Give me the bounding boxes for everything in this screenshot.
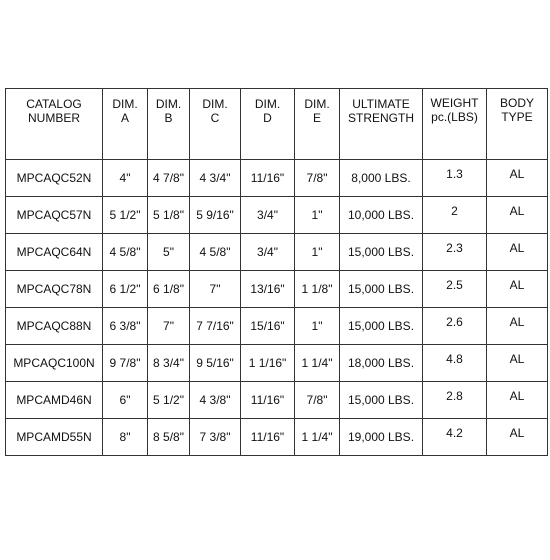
weight-cell: 4.8 — [423, 345, 487, 382]
weight-cell: 1.3 — [423, 160, 487, 197]
weight-cell: 2.5 — [423, 271, 487, 308]
ultimate-strength-cell: 15,000 LBS. — [340, 234, 423, 271]
body-type-cell: AL — [487, 308, 548, 345]
table-row — [6, 308, 548, 345]
dim-e-cell: 1" — [295, 234, 340, 271]
weight-cell: 2 — [423, 197, 487, 234]
table-row — [6, 234, 548, 271]
header-line: DIM. — [112, 97, 138, 111]
dim-d-cell: 3/4" — [241, 197, 295, 234]
weight-cell: 4.2 — [423, 419, 487, 456]
header-line: DIM. — [304, 97, 330, 111]
header-line: DIM. — [155, 97, 182, 111]
header-line: BODY — [499, 96, 534, 110]
header-line: D — [263, 111, 272, 125]
ultimate-strength-cell: 19,000 LBS. — [340, 419, 423, 456]
dim-a-cell: 8" — [103, 419, 148, 456]
table-body — [6, 160, 548, 456]
dim-a-cell: 9 7/8" — [103, 345, 148, 382]
dim-c-cell: 7 7/16" — [190, 308, 241, 345]
body-type-cell: AL — [487, 271, 548, 308]
body-type-cell: AL — [487, 345, 548, 382]
dim-c-cell: 4 3/8" — [190, 382, 241, 419]
dim-c-cell: 4 5/8" — [190, 234, 241, 271]
header-line: CATALOG — [26, 97, 82, 111]
header-line: TYPE — [501, 110, 533, 124]
dim-d-cell: 13/16" — [241, 271, 295, 308]
weight-cell: 2.3 — [423, 234, 487, 271]
header-dim-b — [148, 89, 190, 160]
dim-e-cell: 1" — [295, 308, 340, 345]
dim-a-cell: 5 1/2" — [103, 197, 148, 234]
header-line: ULTIMATE — [352, 97, 410, 111]
body-type-cell: AL — [487, 382, 548, 419]
header-ultimate-strength — [340, 89, 423, 160]
weight-cell: 2.6 — [423, 308, 487, 345]
dim-d-cell: 15/16" — [241, 308, 295, 345]
dim-c-cell: 7 3/8" — [190, 419, 241, 456]
catalog-number-cell: MPCAMD55N — [6, 419, 103, 456]
body-type-cell: AL — [487, 234, 548, 271]
header-line: STRENGTH — [348, 111, 414, 125]
dim-b-cell: 5 1/2" — [148, 382, 190, 419]
dim-e-cell: 7/8" — [295, 382, 340, 419]
dim-b-cell: 8 3/4" — [148, 345, 190, 382]
dim-b-cell: 5" — [148, 234, 190, 271]
table-row — [6, 197, 548, 234]
table-row — [6, 345, 548, 382]
header-line: WEIGHT — [430, 96, 479, 110]
ultimate-strength-cell: 8,000 LBS. — [340, 160, 423, 197]
dim-a-cell: 4" — [103, 160, 148, 197]
dim-e-cell: 7/8" — [295, 160, 340, 197]
header-line: E — [312, 111, 321, 125]
dim-d-cell: 1 1/16" — [241, 345, 295, 382]
dim-c-cell: 9 5/16" — [190, 345, 241, 382]
dim-e-cell: 1 1/4" — [295, 419, 340, 456]
spec-table — [5, 88, 548, 456]
dim-c-cell: 4 3/4" — [190, 160, 241, 197]
header-dim-a — [103, 89, 148, 160]
header-body-type — [487, 89, 548, 160]
table-row — [6, 419, 548, 456]
dim-d-cell: 11/16" — [241, 160, 295, 197]
dim-c-cell: 7" — [190, 271, 241, 308]
ultimate-strength-cell: 15,000 LBS. — [340, 382, 423, 419]
catalog-number-cell: MPCAQC52N — [6, 160, 103, 197]
dim-a-cell: 4 5/8" — [103, 234, 148, 271]
body-type-cell: AL — [487, 419, 548, 456]
header-line: C — [210, 111, 220, 125]
dim-d-cell: 11/16" — [241, 419, 295, 456]
dim-a-cell: 6 3/8" — [103, 308, 148, 345]
ultimate-strength-cell: 15,000 LBS. — [340, 308, 423, 345]
weight-cell: 2.8 — [423, 382, 487, 419]
header-line: DIM. — [202, 97, 228, 111]
table-row — [6, 382, 548, 419]
header-dim-e — [295, 89, 340, 160]
dim-e-cell: 1" — [295, 197, 340, 234]
table-row — [6, 271, 548, 308]
catalog-number-cell: MPCAQC57N — [6, 197, 103, 234]
header-dim-d — [241, 89, 295, 160]
catalog-number-cell: MPCAMD46N — [6, 382, 103, 419]
dim-a-cell: 6" — [103, 382, 148, 419]
dim-b-cell: 7" — [148, 308, 190, 345]
ultimate-strength-cell: 10,000 LBS. — [340, 197, 423, 234]
catalog-number-cell: MPCAQC78N — [6, 271, 103, 308]
dim-b-cell: 5 1/8" — [148, 197, 190, 234]
ultimate-strength-cell: 15,000 LBS. — [340, 271, 423, 308]
header-line: DIM. — [254, 97, 281, 111]
header-line: pc.(LBS) — [431, 110, 478, 124]
header-weight — [423, 89, 487, 160]
header-row — [6, 89, 548, 160]
table-header — [6, 89, 548, 160]
catalog-number-cell: MPCAQC100N — [6, 345, 103, 382]
catalog-number-cell: MPCAQC88N — [6, 308, 103, 345]
body-type-cell: AL — [487, 197, 548, 234]
dim-e-cell: 1 1/4" — [295, 345, 340, 382]
dim-a-cell: 6 1/2" — [103, 271, 148, 308]
dim-d-cell: 3/4" — [241, 234, 295, 271]
dim-e-cell: 1 1/8" — [295, 271, 340, 308]
header-dim-c — [190, 89, 241, 160]
header-line: B — [164, 111, 173, 125]
dim-b-cell: 8 5/8" — [148, 419, 190, 456]
dim-c-cell: 5 9/16" — [190, 197, 241, 234]
body-type-cell: AL — [487, 160, 548, 197]
header-line: A — [120, 111, 129, 125]
catalog-number-cell: MPCAQC64N — [6, 234, 103, 271]
ultimate-strength-cell: 18,000 LBS. — [340, 345, 423, 382]
header-catalog-number — [6, 89, 103, 160]
dim-b-cell: 4 7/8" — [148, 160, 190, 197]
dim-b-cell: 6 1/8" — [148, 271, 190, 308]
table-row — [6, 160, 548, 197]
header-line: NUMBER — [27, 111, 80, 125]
dim-d-cell: 11/16" — [241, 382, 295, 419]
